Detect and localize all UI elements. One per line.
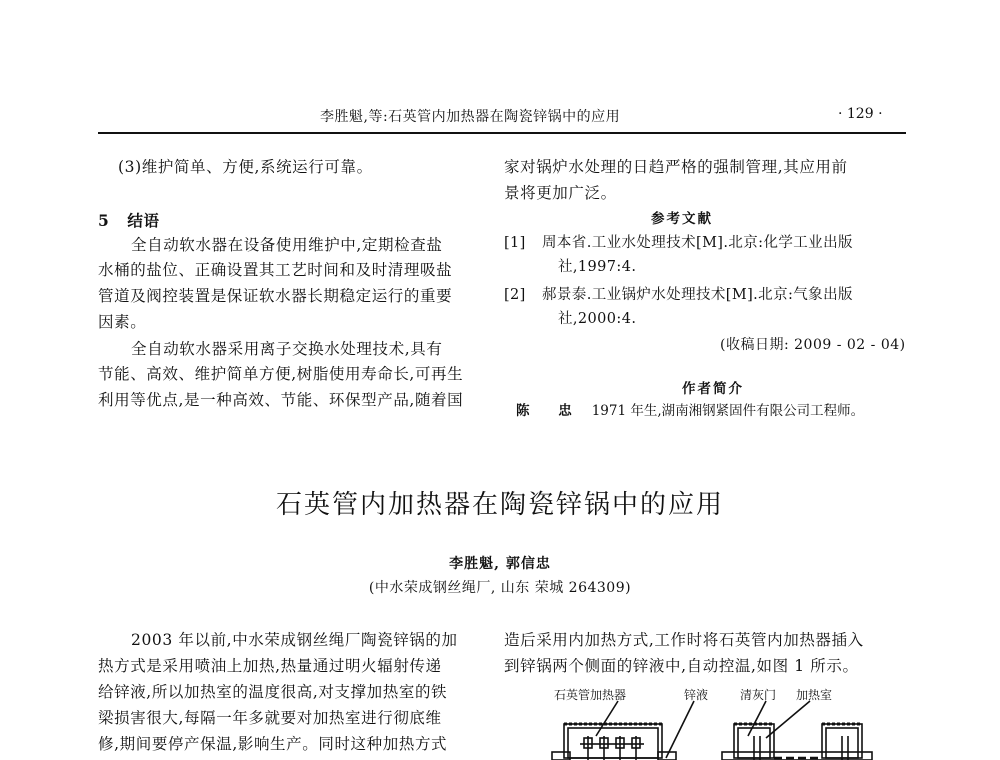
paragraph-line: 到锌锅两个侧面的锌液中,自动控温,如图 1 所示。 (504, 657, 859, 675)
paragraph-line: 家对锅炉水处理的日趋严格的强制管理,其应用前 (504, 158, 848, 176)
received-date: (收稿日期: 2009 - 02 - 04) (720, 337, 906, 353)
paragraph-line: 水桶的盐位、正确设置其工艺时间和及时清理吸盐 (98, 261, 453, 279)
paragraph-line: 全自动软水器在设备使用维护中,定期检查盐 (131, 236, 443, 254)
list-item-3: (3)维护简单、方便,系统运行可靠。 (118, 158, 373, 176)
paragraph-line: 造后采用内加热方式,工作时将石英管内加热器插入 (504, 631, 864, 649)
paragraph-line: 因素。 (98, 313, 147, 331)
running-title: 李胜魁,等:石英管内加热器在陶瓷锌锅中的应用 (320, 109, 621, 125)
bio-text: 1971 年生,湖南湘钢紧固件有限公司工程师。 (591, 403, 865, 419)
header-rule (98, 132, 906, 134)
article-authors: 李胜魁, 郭信忠 (449, 556, 551, 572)
paragraph-line: 热方式是采用喷油上加热,热量通过明火辐射传递 (98, 657, 442, 675)
author-bio-heading: 作者简介 (682, 381, 744, 397)
paragraph-line: 2003 年以前,中水荣成钢丝绳厂陶瓷锌锅的加 (131, 631, 458, 649)
bio-author-name: 陈 忠 (516, 403, 584, 419)
paragraph-line: 管道及阀控装置是保证软水器长期稳定运行的重要 (98, 287, 453, 305)
reference-text: 周本省.工业水处理技术[M].北京:化学工业出版 (542, 235, 853, 251)
article-title: 石英管内加热器在陶瓷锌锅中的应用 (275, 490, 724, 520)
paragraph-line: 给锌液,所以加热室的温度很高,对支撑加热室的铁 (98, 683, 448, 701)
label-quartz-heater: 石英管加热器 (554, 688, 627, 702)
pot-cross-section-drawing (548, 686, 878, 760)
label-zinc-liquid: 锌液 (684, 688, 709, 702)
paragraph-line: 利用等优点,是一种高效、节能、环保型产品,随着国 (98, 391, 464, 409)
reference-item (504, 283, 853, 307)
reference-continuation: 社,2000:4. (558, 311, 637, 327)
reference-number: [2] (504, 287, 526, 303)
section-title: 结语 (127, 211, 160, 230)
section-number: 5 (98, 211, 110, 230)
paragraph-line: 全自动软水器采用离子交换水处理技术,具有 (131, 340, 443, 358)
paragraph-line: 节能、高效、维护简单方便,树脂使用寿命长,可再生 (98, 365, 464, 383)
label-ash-door: 清灰门 (740, 688, 777, 702)
article-affiliation: (中水荣成钢丝绳厂, 山东 荣城 264309) (368, 580, 632, 596)
reference-item (504, 231, 853, 255)
page-number: · 129 · (838, 106, 883, 122)
paragraph-line: 景将更加广泛。 (504, 184, 617, 202)
paragraph-line: 梁损害很大,每隔一年多就要对加热室进行彻底维 (98, 709, 442, 727)
paragraph-line: 修,期间要停产保温,影响生产。同时这种加热方式 (98, 735, 448, 753)
reference-number: [1] (504, 235, 526, 251)
label-heating-chamber: 加热室 (796, 688, 833, 702)
figure-1-diagram (548, 686, 878, 760)
reference-continuation: 社,1997:4. (558, 259, 637, 275)
section-heading (98, 208, 160, 234)
reference-text: 郝景泰.工业锅炉水处理技术[M].北京:气象出版 (542, 287, 853, 303)
references-heading: 参考文献 (651, 211, 713, 227)
author-bio (516, 399, 864, 419)
